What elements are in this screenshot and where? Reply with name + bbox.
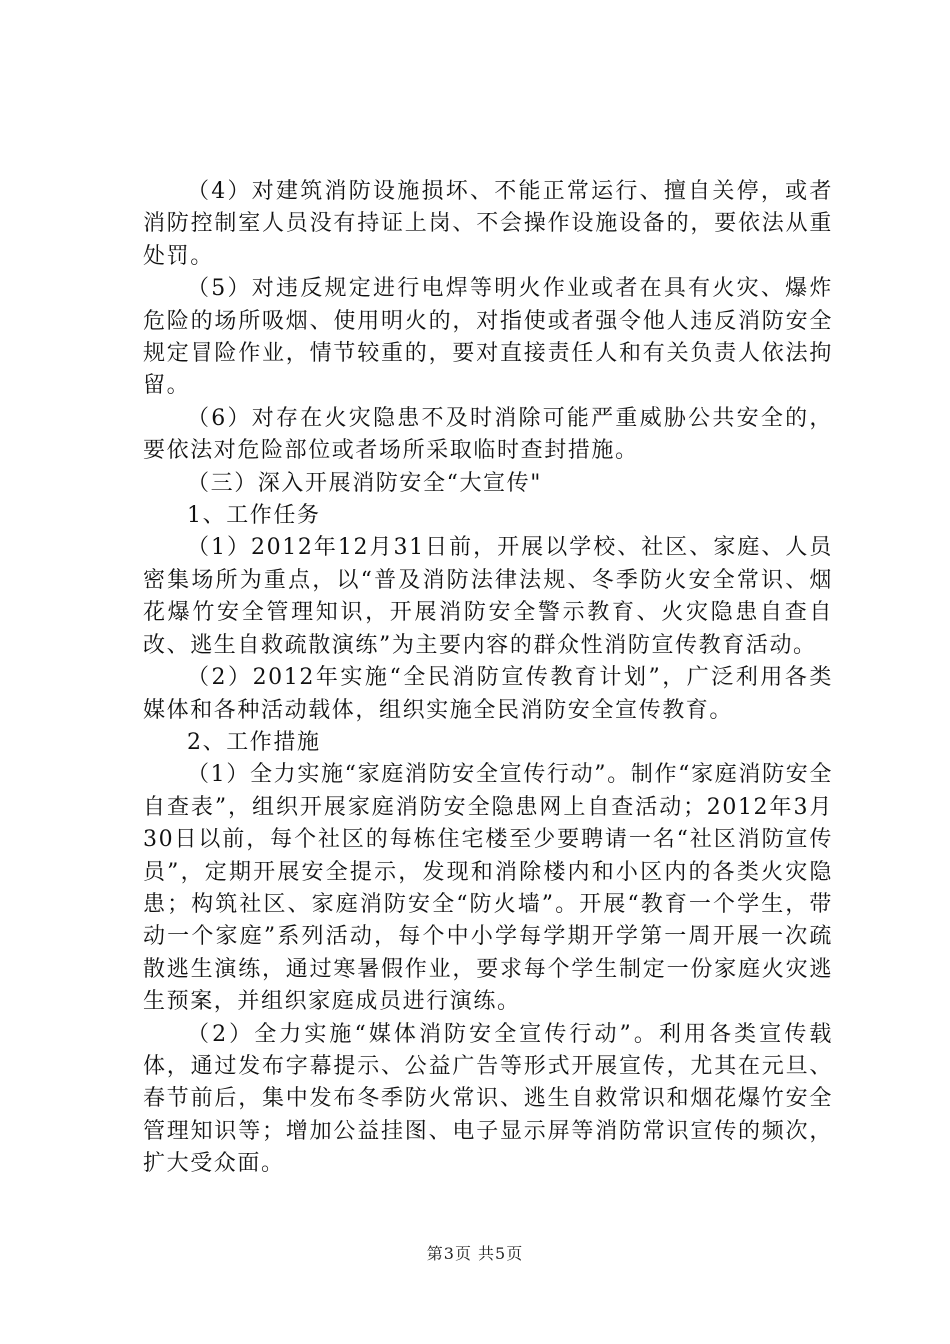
paragraph-task-1: （1）2012年12月31日前，开展以学校、社区、家庭、人员密集场所为重点，以“普及消防法律法规、冬季防火安全常识、烟花爆竹安全管理知识，开展消防安全警示教育、火灾隐患自查自改、逃生自救疏散演练”为主要内容的群众性消防宣传教育活动。 [143, 535, 833, 658]
document-body [143, 176, 833, 1181]
paragraph-penalty-4: （4）对建筑消防设施损坏、不能正常运行、擅自关停，或者消防控制室人员没有持证上岗、不会操作设施设备的，要依法从重处罚。 [143, 179, 833, 269]
paragraph-measure-1: （1）全力实施“家庭消防安全宣传行动”。制作“家庭消防安全自查表”，组织开展家庭消防安全隐患网上自查活动；2012年3月30日以前，每个社区的每栋住宅楼至少要聘请一名“社区消防宣传员”，定期开展安全提示，发现和消除楼内和小区内的各类火灾隐患；构筑社区、家庭消防安全“防火墙”。开展“教育一个学生，带动一个家庭”系列活动，每个中小学每学期开学第一周开展一次疏散逃生演练，通过寒暑假作业，要求每个学生制定一份家庭火灾逃生预案，并组织家庭成员进行演练。 [143, 762, 833, 1015]
paragraph-penalty-6: （6）对存在火灾隐患不及时消除可能严重威胁公共安全的，要依法对危险部位或者场所采取临时查封措施。 [143, 405, 833, 464]
page-number-footer: 第3页 共5页 [426, 1244, 524, 1263]
paragraph-task-2: （2）2012年实施“全民消防宣传教育计划”，广泛利用各类媒体和各种活动载体，组织实施全民消防安全宣传教育。 [143, 665, 833, 723]
paragraph-measure-2: （2）全力实施“媒体消防安全宣传行动”。利用各类宣传载体，通过发布字幕提示、公益广告等形式开展宣传，尤其在元旦、春节前后，集中发布冬季防火常识、逃生自救常识和烟花爆竹安全管理知识等；增加公益挂图、电子显示屏等消防常识宣传的频次，扩大受众面。 [143, 1021, 833, 1177]
paragraph-penalty-5: （5）对违反规定进行电焊等明火作业或者在具有火灾、爆炸危险的场所吸烟、使用明火的，对指使或者强令他人违反消防安全规定冒险作业，情节较重的，要对直接责任人和有关负责人依法拘留。 [143, 276, 833, 399]
subheading-work-tasks: 1、工作任务 [187, 503, 321, 529]
section-heading-publicity: （三）深入开展消防安全“大宣传" [187, 470, 542, 496]
subheading-work-measures: 2、工作措施 [187, 729, 321, 755]
